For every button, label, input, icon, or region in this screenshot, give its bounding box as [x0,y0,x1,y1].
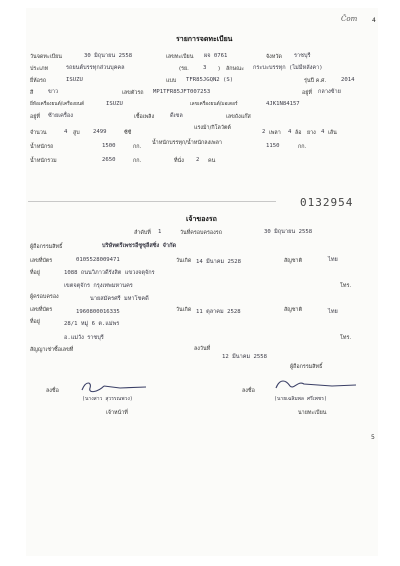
left-sign-label: ลงชื่อ [46,388,59,394]
tires-unit: เส้น [328,130,337,136]
rights-holder-value: บริษัทตรีเพชรอีซูซุลีสซิ่ง จำกัด [102,243,177,249]
addr-line3: 28/1 หมู่ 6 ต.แม่พร [64,321,120,327]
section-divider [28,201,276,202]
seats-unit: คน [208,158,216,164]
rights-sig-label: ผู้ถือกรรมสิทธิ์ [290,364,323,370]
nature-value: กระบะบรรทุก (ไม่มีหลังคา) [253,65,323,71]
rights-holder-label: ผู้ถือกรรมสิทธิ์ [30,244,63,250]
engine-brand-label: ยี่ห้อเครื่องยนต์/เครื่องยนต์ [30,102,85,107]
code-close: ) [218,66,221,72]
order-label: ลำดับที่ [134,230,151,236]
engine-no-label: เลขเครื่องยนต์/มอเตอร์ [190,102,238,107]
engine-brand-value: ISUZU [106,101,123,107]
province-label: จังหวัด [266,54,282,60]
page-number: 4 [372,17,376,24]
engine-no-value: 4JK1N84157 [266,101,300,107]
power-label: แรงม้า/กิโลวัตต์ [194,125,231,131]
section-title-registration: รายการจดทะเบียน [176,35,233,43]
color-value: ขาว [48,89,59,95]
left-signer-role: เจ้าหน้าที่ [106,410,128,416]
right-signer-role: นายทะเบียน [298,410,327,416]
signed-label: ลงวันที่ [194,346,211,352]
cyl-unit: สูบ [73,130,80,136]
chassis-at-label: อยู่ที่ [302,90,312,96]
brand-value: ISUZU [66,77,83,83]
cc-value: 2499 [93,129,107,135]
load-unit: กก. [298,144,307,150]
registration-document [26,8,378,556]
addr-label: ที่อยู่ [30,270,40,276]
model-year-value: 2014 [341,77,355,83]
fuel-label: เชื้อเพลิง [134,114,155,120]
type-value: รถยนต์บรรทุกส่วนบุคคล [66,65,125,71]
model-value: TFR85JGQN2 (S) [186,77,234,83]
brand-label: ยี่ห้อรถ [30,78,47,84]
engine-at-value: ซ้ายเครื่อง [48,113,73,119]
order-value: 1 [158,229,162,235]
seats-label: ที่นั่ง [174,158,184,164]
cyl-value: 4 [64,129,68,135]
gross-unit: กก. [133,158,142,164]
engine-at-label: อยู่ที่ [30,114,40,120]
weight-value: 1500 [102,143,116,149]
own-date-value: 30 มิถุนายน 2558 [264,229,313,235]
wheels-unit: ล้อ [295,130,302,136]
load-value: 1150 [266,143,280,149]
reg-date-value: 30 มิถุนายน 2558 [84,53,133,59]
tires-value: 4 [321,129,325,135]
left-signer-name: (นางสาว สุวรรณพวง) [82,396,133,402]
type-label: ประเภท [30,66,49,72]
id-label: เลขที่บัตร [30,258,53,264]
load-label: น้ำหนักบรรทุก/น้ำหนักลงเพลา [152,140,222,146]
gross-label: น้ำหนักรวม [30,158,57,164]
born-value: 14 มีนาคม 2528 [196,259,242,265]
id2-value: 1960800016335 [76,309,120,315]
tel-label: โทร. [340,283,352,289]
chassis-value: MP1TFR85JFT007253 [153,89,211,95]
code-value: 3 [203,65,207,71]
weight-unit: กก. [133,144,142,150]
cc-unit: ซีซี [124,130,132,136]
axles-value: 2 [262,129,266,135]
corner-note: Ĉom [341,15,358,23]
province-value: ราชบุรี [294,53,311,59]
tires-label: ยาง [307,130,316,136]
model-year-label: รุ่นปี ค.ศ. [304,78,327,84]
possessor-label: ผู้ครอบครอง [30,294,59,300]
nat-label: สัญชาติ [284,258,303,264]
id-value: 0105528009471 [76,257,120,263]
right-signature [272,374,362,394]
own-date-label: วันที่ครอบครองรถ [180,230,222,236]
right-sign-label: ลงชื่อ [242,388,255,394]
tel2-label: โทร. [340,335,352,341]
reg-no-value: ผจ 0761 [204,53,228,59]
model-label: แบบ [166,78,177,84]
code-label: (รย. [179,66,189,72]
section-title-owner: เจ้าของรถ [186,215,217,223]
reg-no-label: เลขทะเบียน [166,54,194,60]
gross-value: 2650 [102,157,116,163]
cyl-label: จำนวน [30,130,47,136]
bottom-number: 5 [371,434,375,441]
color-label: สี [30,90,34,96]
left-signature [76,378,166,396]
axles-unit: เพลา [269,130,281,136]
addr-line2: เขตจตุจักร กรุงเทพมหานคร [64,283,133,289]
nat2-label: สัญชาติ [284,307,303,313]
addr-line4: อ.แม่วัง ราชบุรี [64,335,104,341]
chassis-label: เลขตัวรถ [122,90,144,96]
id2-label: เลขที่บัตร [30,307,53,313]
nat-value: ไทย [328,257,338,263]
right-signer-name: (นายเฉลิมพล ศรีเพชร) [274,396,327,402]
contract-label: สัญญาเช่าซื้อเลขที่ [30,347,74,353]
nature-label: ลักษณะ [226,66,245,72]
born2-label: วันเกิด [176,307,192,313]
reg-date-label: วันจดทะเบียน [30,54,62,60]
gas-label: เลขถังแก๊ส [226,114,251,120]
weight-label: น้ำหนักรถ [30,144,54,150]
seats-value: 2 [196,157,200,163]
chassis-at-value: กลางซ้าย [318,89,341,95]
wheels-value: 4 [288,129,292,135]
addr-line1: 1088 ถนนวิภาวดีรังสิต แขวงจตุจักร [64,270,155,276]
addr2-label: ที่อยู่ [30,319,40,325]
signed-value: 12 มีนาคม 2558 [222,354,268,360]
fuel-value: ดีเซล [170,113,183,119]
born-label: วันเกิด [176,258,192,264]
possessor-value: นายสมัครศรี มหาโชคดี [90,296,149,302]
nat2-value: ไทย [328,309,338,315]
document-serial-number: 0132954 [300,196,354,209]
born2-value: 11 ตุลาคม 2528 [196,309,241,315]
